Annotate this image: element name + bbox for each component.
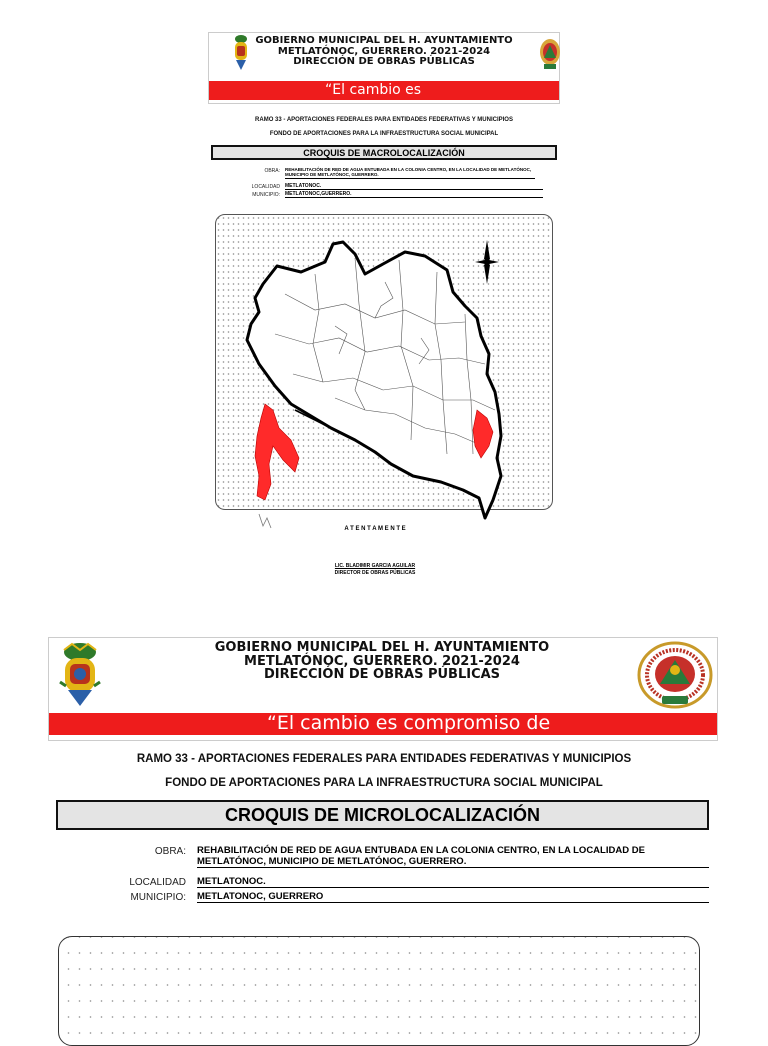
atentamente: A T E N T A M E N T E [344,526,406,532]
fondo-line: FONDO DE APORTACIONES PARA LA INFRAESTRUCTURA SOCIAL MUNICIPAL [269,131,499,137]
signer-name: LIC. BLADIMIR GARCIA AGUILAR [334,563,416,569]
croquis-title-large: CROQUIS DE MICROLOCALIZACIÓN [225,805,540,825]
municipio-value: METLATONOC,GUERRERO. [285,191,543,198]
coat-of-arms-left-logo-large [58,642,102,708]
localidad-value-large: METLATONOC. [197,876,709,888]
fondo-line-large: FONDO DE APORTACIONES PARA LA INFRAESTRUCTURA SOCIAL MUNICIPAL [165,777,603,789]
municipio-label-large: MUNICIPIO: [130,892,186,903]
localidad-label-large: LOCALIDAD [129,877,186,888]
obra-value-line-2: METLATÓNOC, MUNICIPIO DE METLATÓNOC, GUERRERO. [197,856,467,867]
slogan-text-large: “El cambio es compromiso de [267,713,551,734]
municipal-seal-right-logo [538,36,562,72]
slogan-bar-large [49,713,717,735]
localidad-value: METLATONOC. [285,183,543,190]
municipal-seal-right-logo-large [636,640,714,710]
slogan-bar [209,81,559,100]
obra-value: REHABILITACIÓN DE RED DE AGUA ENTUBADA EN LA COLONIA CENTRO, EN LA LOCALIDAD DE METLATÓNOC, MUNICIPIO DE METLATÓNOC, GUERRERO. [285,167,535,179]
guerrero-state-map [215,214,553,534]
obra-value-large [197,845,709,868]
header-line-3: DIRECCIÓN DE OBRAS PÚBLICAS [293,56,475,67]
slogan-text: “El cambio es [325,82,422,98]
obra-value-line-1: REHABILITACIÓN DE RED DE AGUA ENTUBADA EN LA COLONIA CENTRO, EN LA LOCALIDAD DE [197,845,645,856]
signer-title: DIRECTOR DE OBRAS PÚBLICAS [334,570,416,576]
croquis-title-box-large [56,800,709,830]
ramo-line: RAMO 33 - APORTACIONES FEDERALES PARA ENTIDADES FEDERATIVAS Y MUNICIPIOS [255,117,513,123]
ramo-line-large: RAMO 33 - APORTACIONES FEDERALES PARA ENTIDADES FEDERATIVAS Y MUNICIPIOS [136,753,632,765]
croquis-title-box [211,145,557,160]
obra-label-large: OBRA: [154,846,186,857]
croquis-title: CROQUIS DE MACROLOCALIZACIÓN [303,148,465,158]
municipio-label: MUNICIPIO: [252,192,280,198]
header-line-3-large: DIRECCIÓN DE OBRAS PÚBLICAS [263,667,501,683]
obra-label: OBRA: [264,168,280,174]
header-line-2: METLATÓNOC, GUERRERO. 2021-2024 [277,45,491,57]
header-line-1: GOBIERNO MUNICIPAL DEL H. AYUNTAMIENTO [255,35,513,46]
municipio-value-large: METLATONOC, GUERRERO [197,891,709,903]
header-line-2-large: METLATÓNOC, GUERRERO. 2021-2024 [244,653,520,669]
localidad-label: LOCALIDAD [251,184,280,190]
micro-map-frame [58,936,700,1046]
header-line-1-large: GOBIERNO MUNICIPAL DEL H. AYUNTAMIENTO [214,640,550,655]
